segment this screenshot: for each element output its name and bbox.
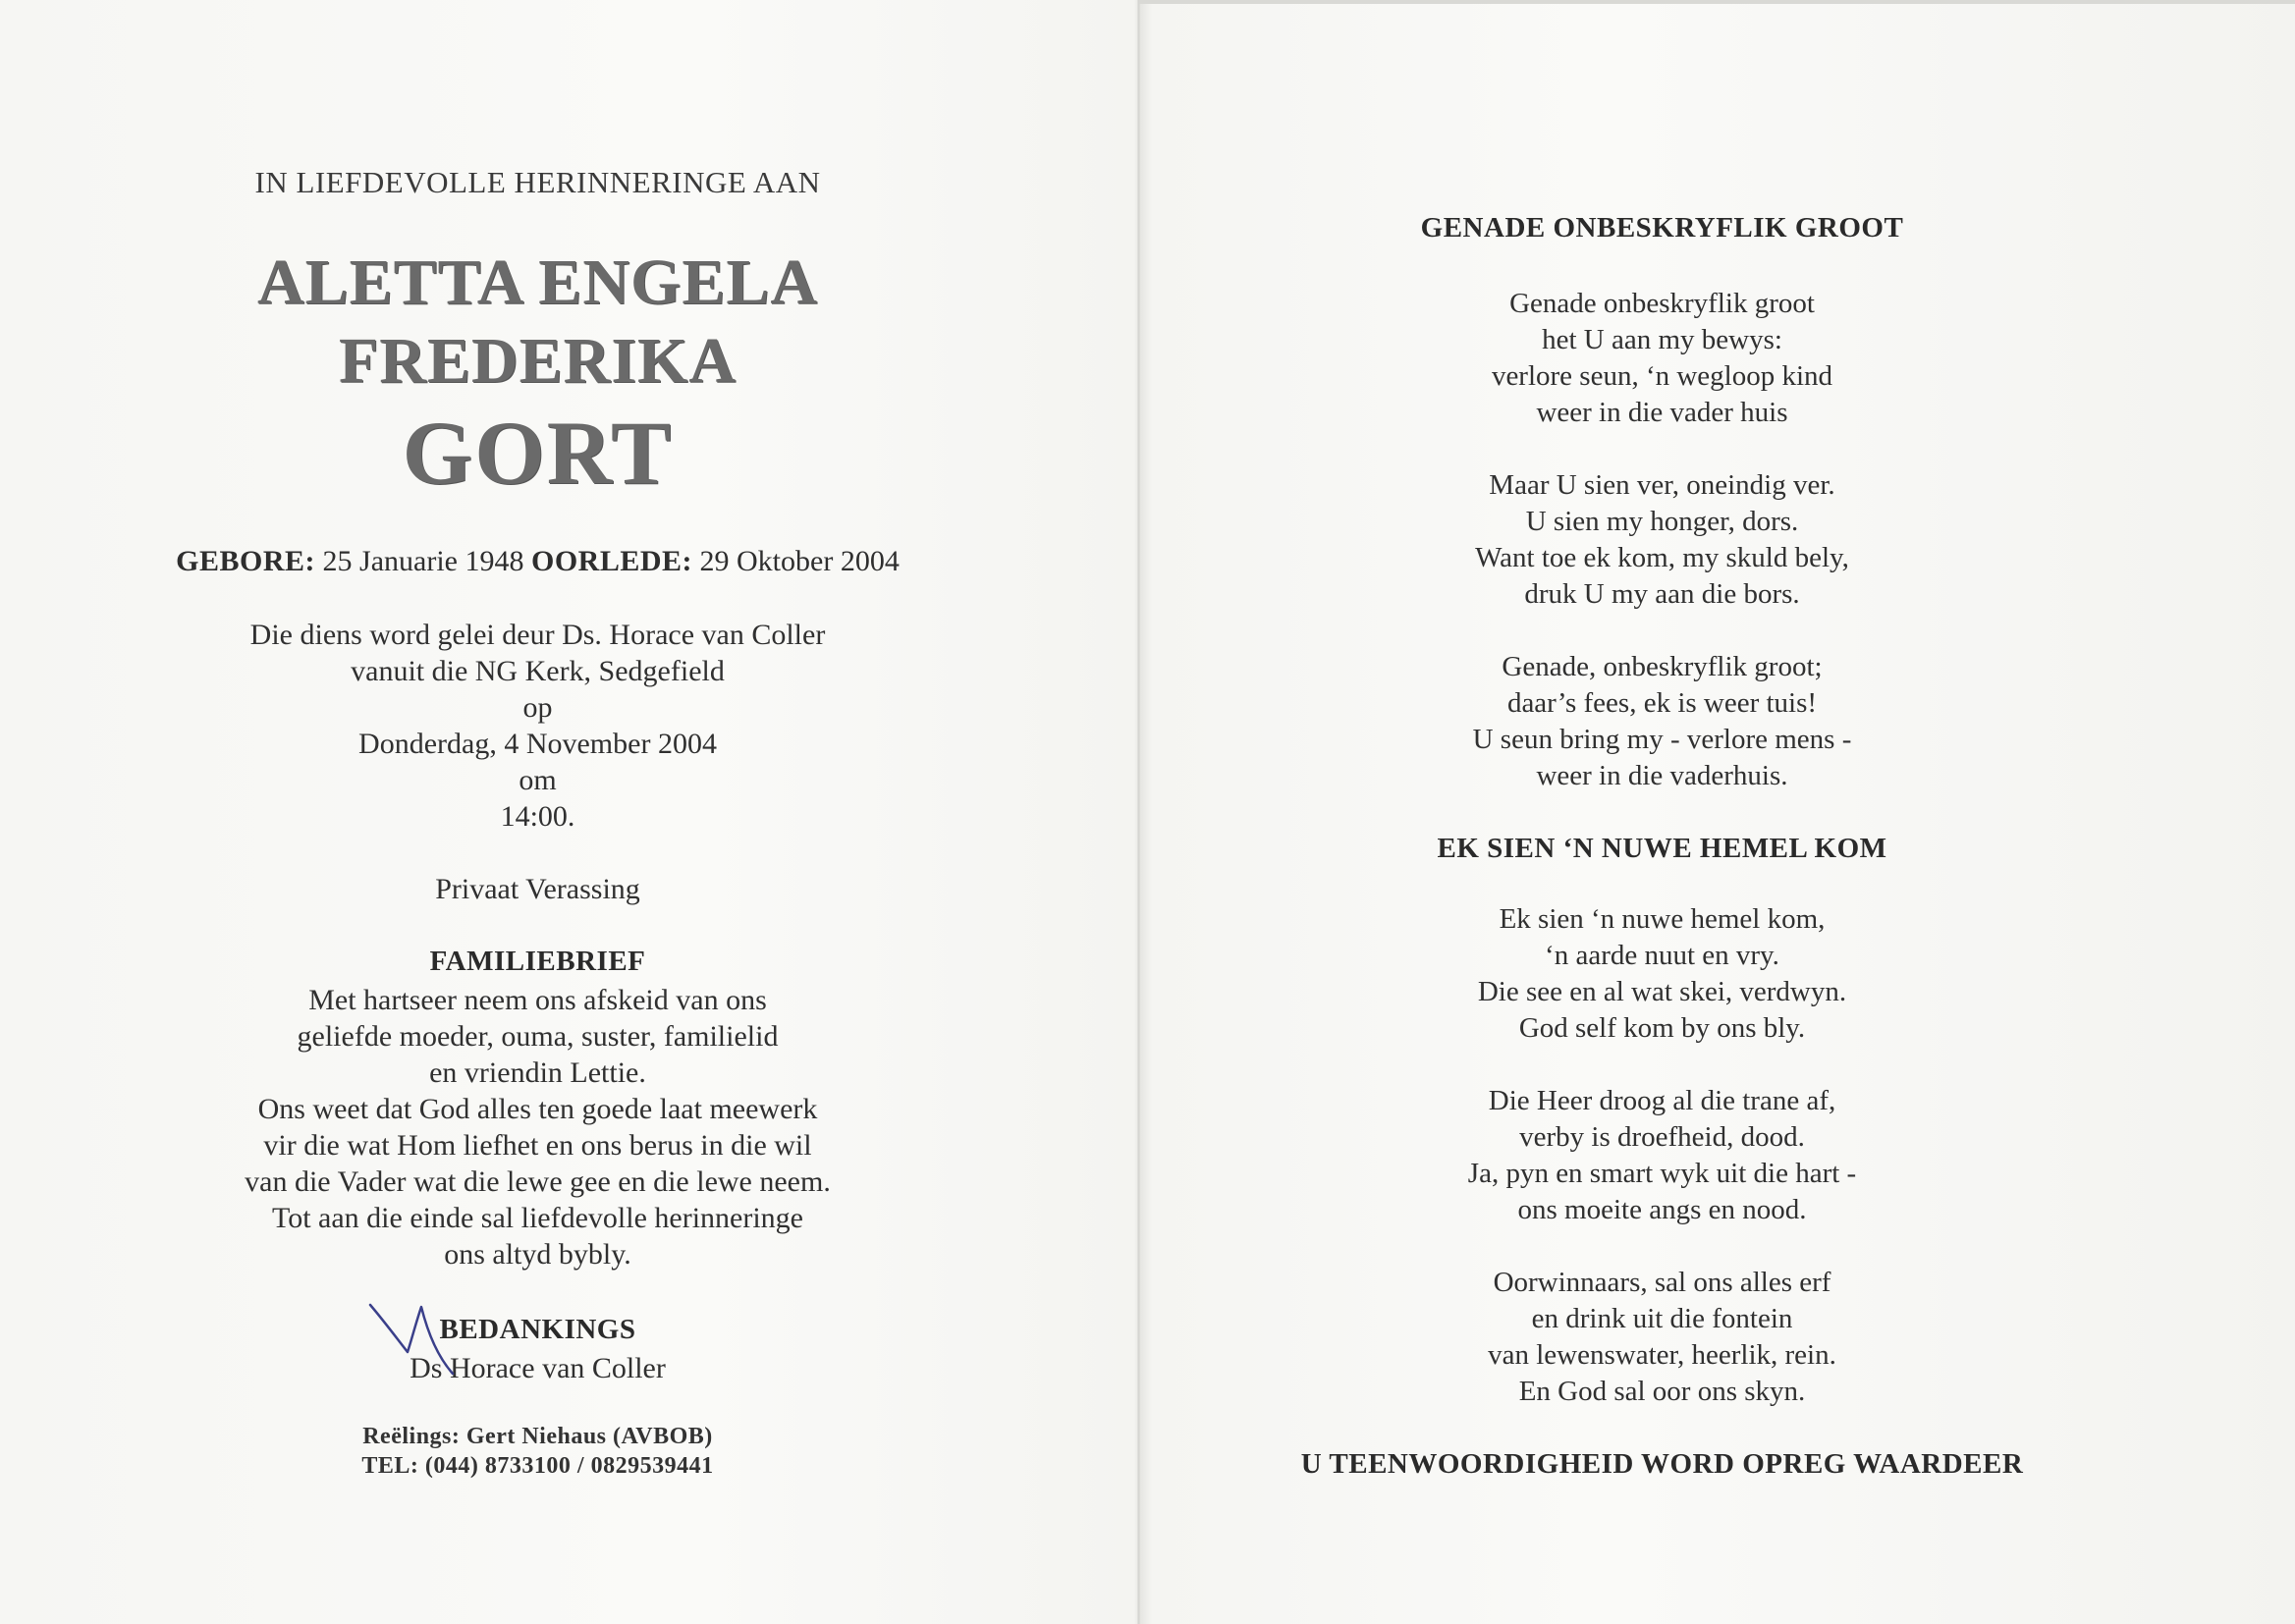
hymn1-line: het U aan my bewys: [1542, 324, 1782, 355]
dates-line [88, 545, 987, 578]
service-line: op [522, 691, 553, 724]
family-letter-line: Ons weet dat God alles ten goede laat meewerk [257, 1093, 818, 1125]
family-letter-line: ons altyd bybly. [444, 1238, 631, 1271]
hymn2-line: En God sal oor ons skyn. [1518, 1376, 1806, 1407]
hymn1-line: Genade onbeskryflik groot [1509, 288, 1815, 319]
hymn1-line: U seun bring my - verlore mens - [1472, 724, 1852, 755]
signature-mark [368, 1301, 476, 1380]
born-label: GEBORE: [176, 545, 316, 577]
hymn1-title: GENADE ONBESKRYFLIK GROOT [1420, 212, 1904, 244]
surname: GORT [402, 403, 674, 503]
born-date: 25 Januarie 1948 [322, 545, 524, 577]
hymn2-line: ‘n aarde nuut en vry. [1545, 940, 1779, 971]
center-fold [1137, 0, 1140, 1624]
intro-text: IN LIEFDEVOLLE HERINNERINGE AAN [254, 165, 821, 199]
hymn1-line: Maar U sien ver, oneindig ver. [1489, 469, 1835, 501]
service-line: Die diens word gelei deur Ds. Horace van Coller [249, 619, 826, 651]
family-letter-line: en vriendin Lettie. [429, 1056, 646, 1089]
hymn1-line: daar’s fees, ek is weer tuis! [1506, 687, 1818, 719]
thanks-heading: BEDANKINGS [439, 1314, 636, 1345]
family-letter-heading: FAMILIEBRIEF [429, 946, 646, 977]
hymn2-title: EK SIEN ‘N NUWE HEMEL KOM [1437, 833, 1887, 864]
family-letter-line: Met hartseer neem ons afskeid van ons [308, 984, 767, 1016]
died-date: 29 Oktober 2004 [699, 545, 900, 577]
service-line: om [519, 764, 557, 796]
name-line-1: ALETTA ENGELA [256, 246, 819, 318]
arrangements: Reëlings: Gert Niehaus (AVBOB) [362, 1424, 713, 1449]
hymn1-line: weer in die vader huis [1536, 397, 1788, 428]
service-line: 14:00. [500, 800, 575, 833]
hymn1-line: verlore seun, ‘n wegloop kind [1491, 360, 1833, 392]
hymn2-line: Ja, pyn en smart wyk uit die hart - [1467, 1158, 1857, 1189]
hymn2-line: Die see en al wat skei, verdwyn. [1477, 976, 1847, 1007]
hymn1-line: Genade, onbeskryflik groot; [1502, 651, 1823, 682]
hymn2-line: Ek sien ‘n nuwe hemel kom, [1499, 903, 1826, 935]
family-letter-line: van die Vader wat die lewe gee en die lewe neem. [245, 1165, 831, 1198]
cremation-note: Privaat Verassing [435, 873, 640, 905]
hymn2-line: God self kom by ons bly. [1518, 1012, 1806, 1044]
hymn1-line: druk U my aan die bors. [1524, 578, 1800, 610]
family-letter-line: Tot aan die einde sal liefdevolle herinneringe [271, 1202, 803, 1234]
family-letter-line: vir die wat Hom liefhet en ons berus in die wil [263, 1129, 812, 1162]
hymn1-line: Want toe ek kom, my skuld bely, [1475, 542, 1849, 573]
hymn2-line: Die Heer droog al die trane af, [1488, 1085, 1836, 1116]
paper-edge [1139, 0, 2295, 4]
died-label: OORLEDE: [530, 545, 693, 577]
hymn1-line: U sien my honger, dors. [1525, 506, 1799, 537]
telephone: TEL: (044) 8733100 / 0829539441 [361, 1453, 714, 1479]
hymn2-line: verby is droefheid, dood. [1519, 1121, 1805, 1153]
hymn2-line: ons moeite angs en nood. [1517, 1194, 1807, 1225]
service-line: Donderdag, 4 November 2004 [358, 728, 717, 760]
family-letter-line: geliefde moeder, ouma, suster, familielid [297, 1020, 779, 1053]
hymn2-line: van lewenswater, heerlik, rein. [1488, 1339, 1836, 1371]
thanks-name: Ds Horace van Coller [410, 1352, 666, 1384]
name-line-2: FREDERIKA [338, 325, 738, 397]
hymn1-line: weer in die vaderhuis. [1536, 760, 1788, 791]
service-line: vanuit die NG Kerk, Sedgefield [351, 655, 725, 687]
hymn2-line: en drink uit die fontein [1531, 1303, 1793, 1334]
closing-text: U TEENWOORDIGHEID WORD OPREG WAARDEER [1300, 1448, 2024, 1480]
hymn2-line: Oorwinnaars, sal ons alles erf [1493, 1267, 1831, 1298]
